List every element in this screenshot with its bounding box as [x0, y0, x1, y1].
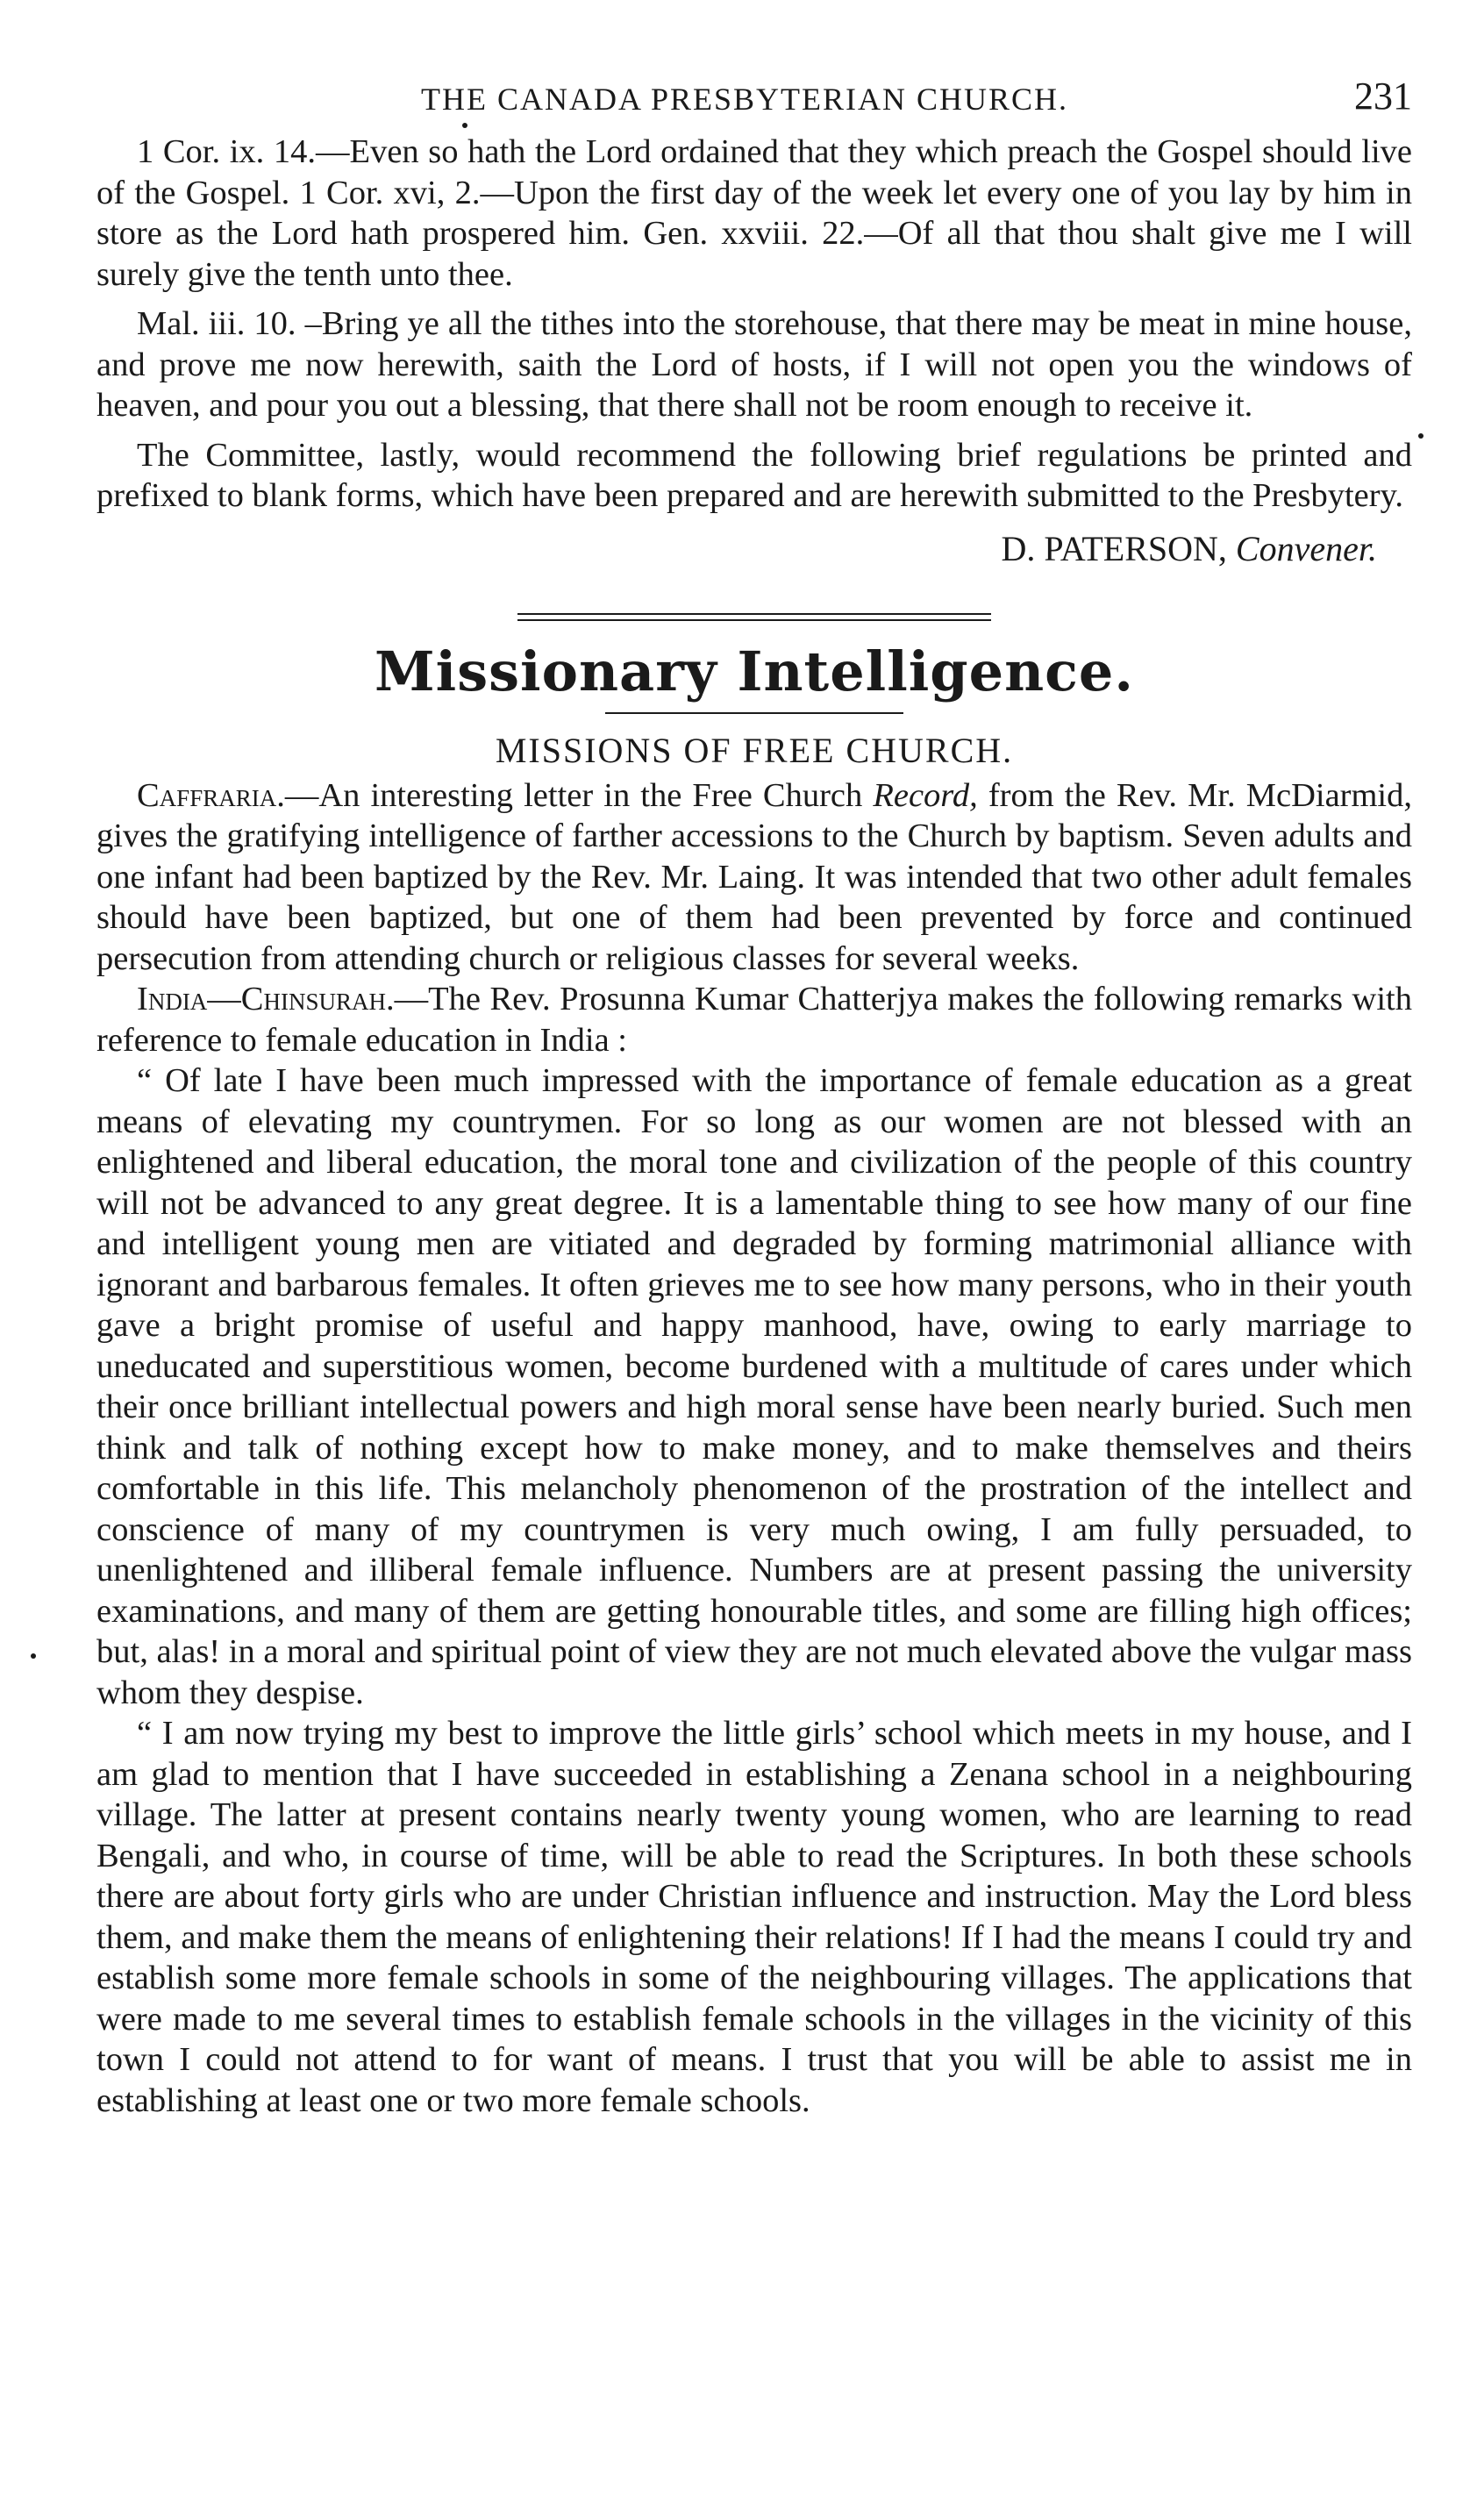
committee-paragraph: The Committee, lastly, would recommend the following brief regulations be printed and prefixed to blank forms, which have been prepared and are herewith submitted to the Presbytery.	[96, 436, 1412, 514]
caffraria-text-b: from the Rev. Mr. McDiarmid, gives the gratifying intelligence of farther accessions to the Church by baptism. Seven adults and one infant had been baptized by the Rev. Mr. Laing. It was intended that two other adult females should have been baptized, but one of them had been prevented by force and continued persecution from attending church or religious classes for several weeks.	[96, 776, 1412, 977]
scripture-paragraph-1: 1 Cor. ix. 14.—Even so hath the Lord ordained that they which preach the Gospel should live of the Gospel. 1 Cor. xvi, 2.—Upon the first day of the week let every one of you lay by him in store as the Lord hath prospered him. Gen. xxviii. 22.—Of all that thou shalt give me I will surely give the tenth unto thee.	[96, 133, 1412, 293]
running-title: THE CANADA PRESBYTERIAN CHURCH.	[421, 82, 1069, 117]
section-title: Missionary Intelligence.	[375, 639, 1134, 703]
print-speck-right	[1418, 433, 1423, 439]
india-lead: India—Chinsurah.	[137, 981, 395, 1017]
india-paragraph	[96, 979, 1412, 1060]
caffraria-paragraph	[96, 775, 1412, 980]
quote-paragraph-2: “ I am now trying my best to improve the little girls’ school which meets in my house, and I am glad to mention that I have succeeded in establishing a Zenana school in a neighbouring village. The latter at present contains nearly twenty young women, who are learning to read Bengali, and who, in course of time, will be able to read the Scriptures. In both these schools there are about forty girls who are under Christian influence and instruction. May the Lord bless them, and make them the means of enlightening their relations! If I had the means I could try and establish some more female schools in some of the neighbouring villages. The applications that were made to me several times to establish female schools in the villages in the vicinity of this town I could not attend to for want of means. I trust that you will be able to assist me in establishing at least one or two more female schools.	[96, 1715, 1412, 2119]
record-title: Record,	[873, 776, 978, 814]
document-page	[96, 61, 1412, 2121]
page-number: 231	[1354, 75, 1412, 118]
signature	[96, 527, 1377, 571]
signature-name: D. PATERSON,	[1001, 528, 1227, 568]
print-speck-left	[31, 1653, 36, 1659]
single-rule-divider	[605, 712, 903, 714]
scripture-paragraph-2: Mal. iii. 10. –Bring ye all the tithes into the storehouse, that there may be meat in mine house, and prove me now herewith, saith the Lord of hosts, if I will not open you the windows of heaven, and pour you out a blessing, that there shall not be room enough to receive it.	[96, 305, 1412, 424]
subsection-title: MISSIONS OF FREE CHURCH.	[495, 730, 1014, 770]
caffraria-lead: Caffraria.	[137, 776, 285, 814]
double-rule-divider	[517, 613, 991, 621]
india-text: —The Rev. Prosunna Kumar Chatterjya makes the following remarks with reference to female education in India :	[96, 981, 1412, 1059]
signature-role: Convener.	[1235, 528, 1377, 568]
caffraria-text-a: —An interesting letter in the Free Church	[284, 776, 874, 814]
quote-paragraph-1: “ Of late I have been much impressed with the importance of female education as a great means of elevating my countrymen. For so long as our women are not blessed with an enlightened and liberal education, the moral tone and civilization of the people of this country will not be advanced to any great degree. It is a lamentable thing to see how many of our fine and intelligent young men are vitiated and degraded by forming matrimonial alliance with ignorant and barbarous females. It often grieves me to see how many persons, who in their youth gave a bright promise of useful and happy manhood, have, owing to early marriage to uneducated and superstitious women, become burdened with a multitude of cares under which their once brilliant intellectual powers and high moral sense have been nearly buried. Such men think and talk of nothing except how to make money, and to make themselves and theirs comfortable in this life. This melancholy phenomenon of the prostration of the intellect and conscience of many of my countrymen is very much owing, I am fully persuaded, to unenlightened and illiberal female influence. Numbers are at present passing the university examinations, and many of them are getting honourable titles, and some are filling high offices; but, alas! in a moral and spiritual point of view they are not much elevated above the vulgar mass whom they despise.	[96, 1062, 1412, 1711]
running-head	[96, 61, 1412, 132]
